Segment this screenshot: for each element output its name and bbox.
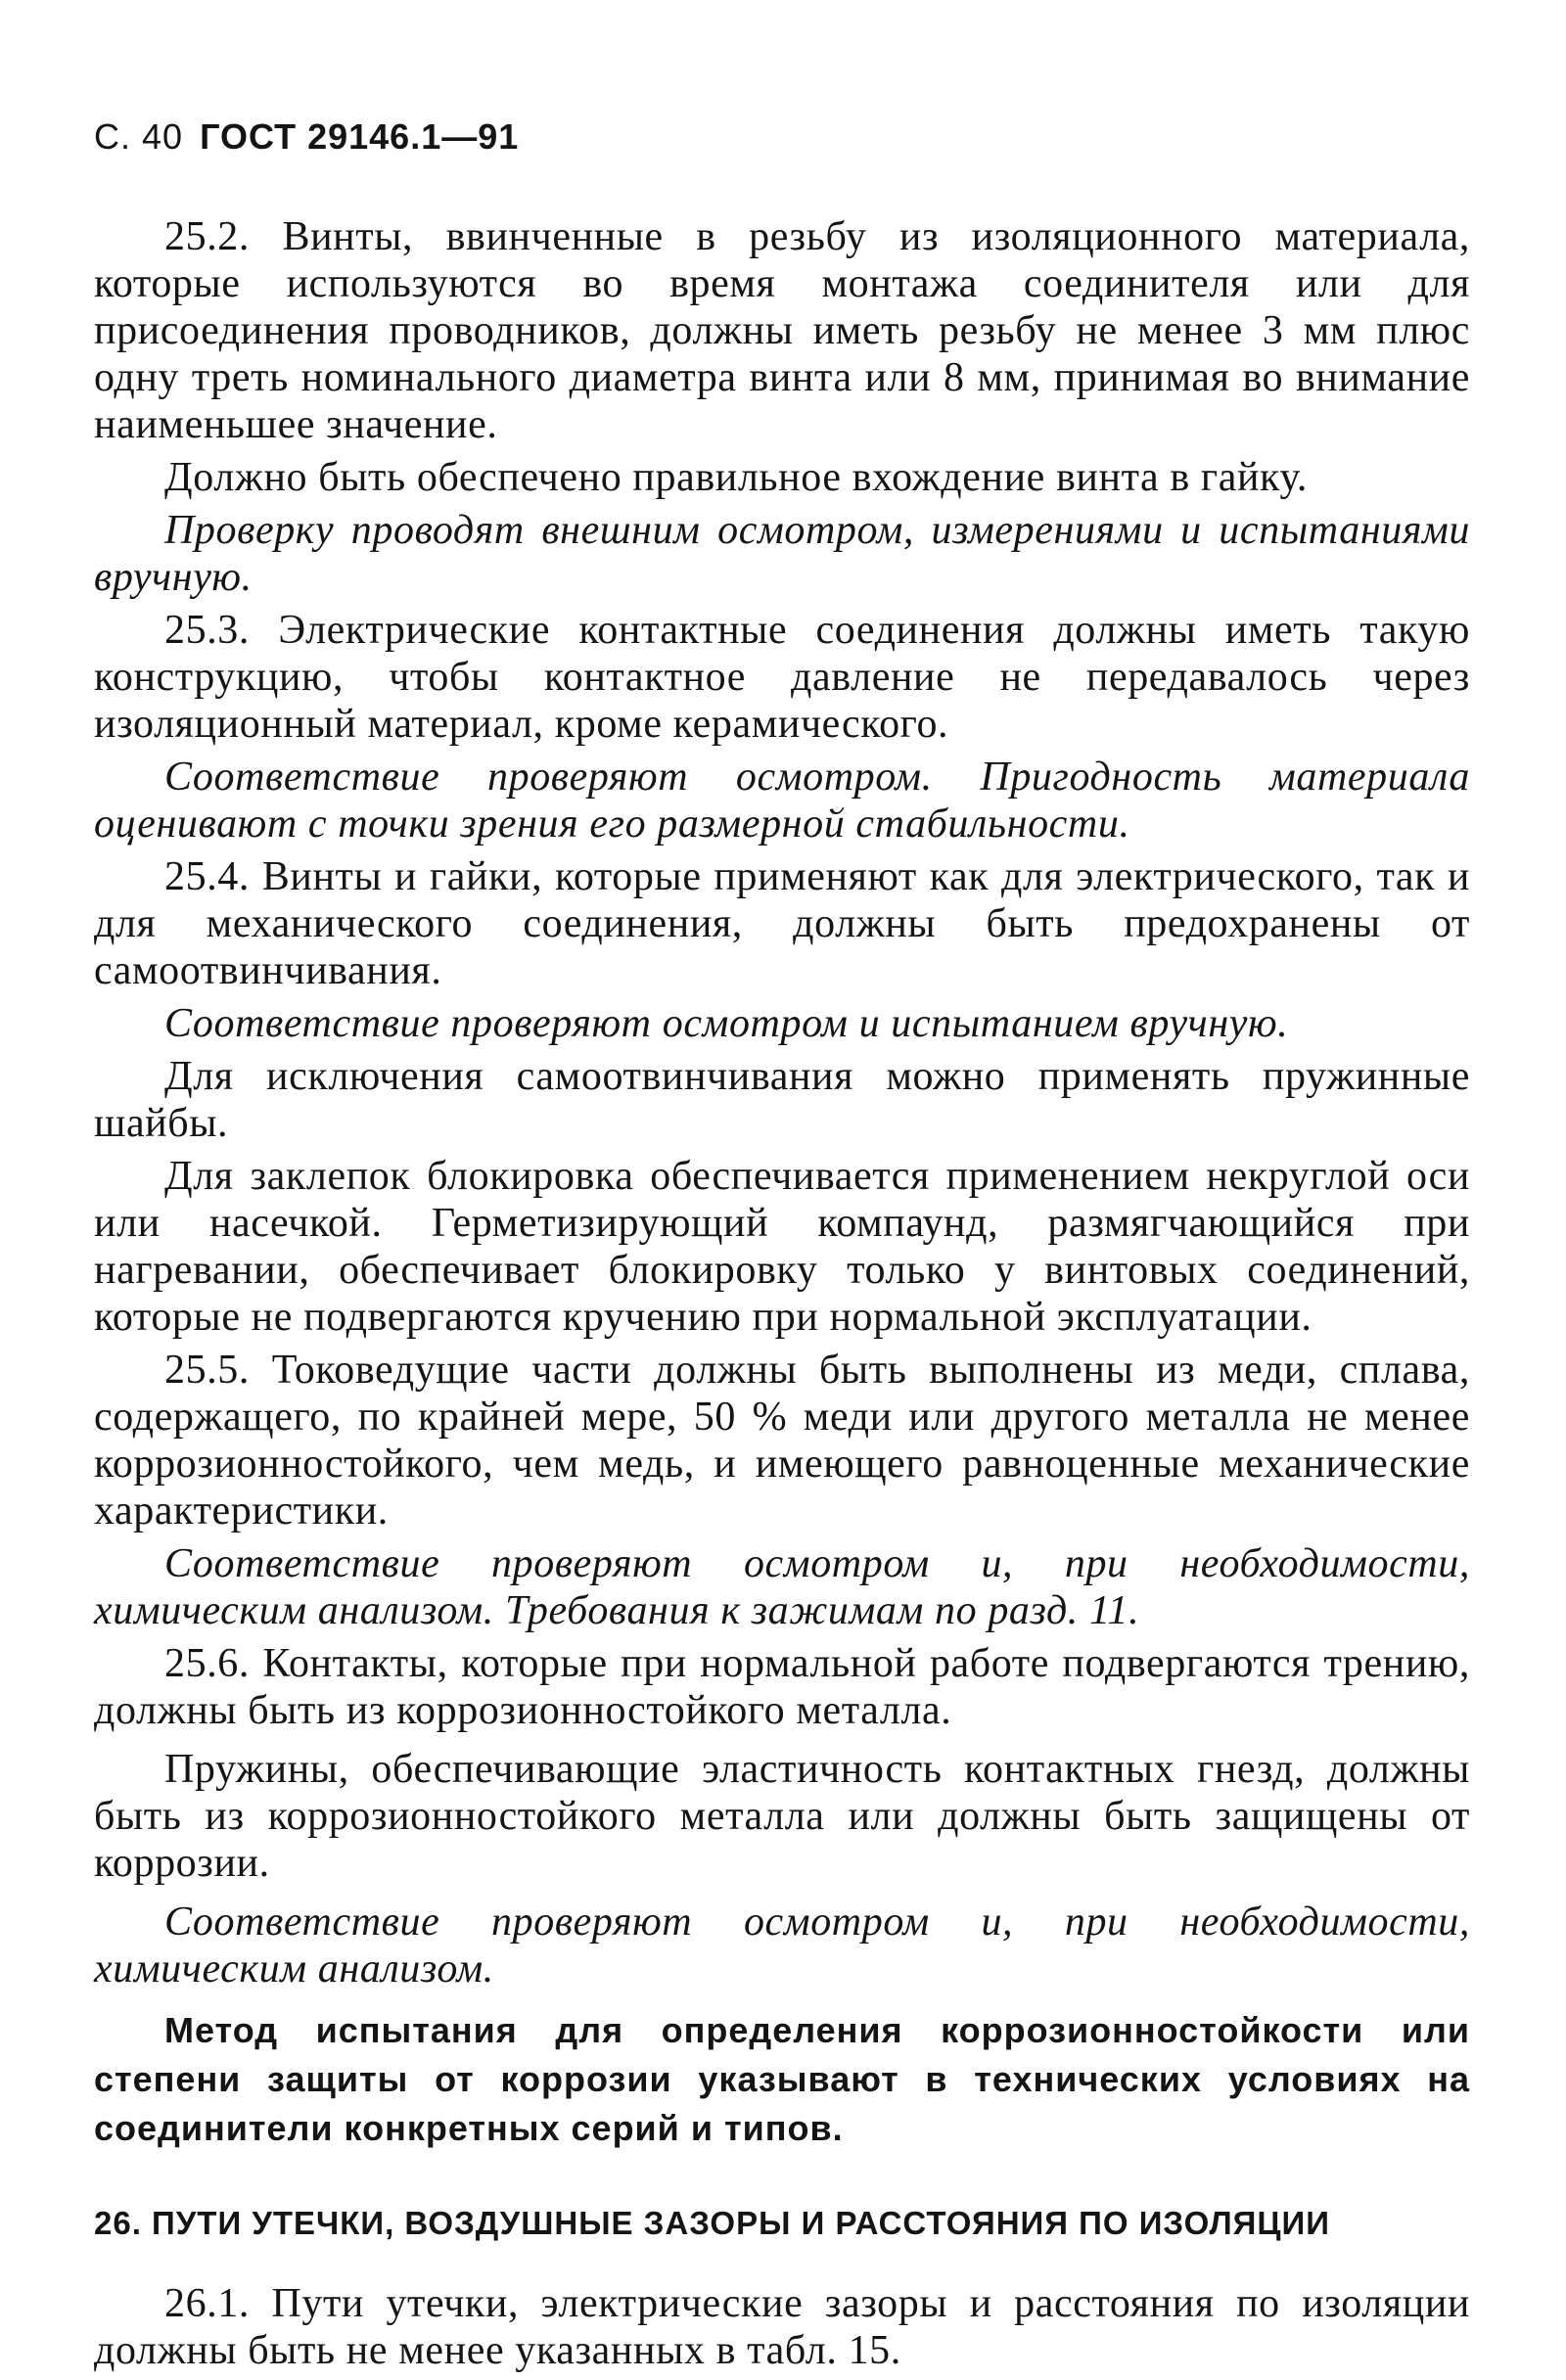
- section-heading-26: 26. ПУТИ УТЕЧКИ, ВОЗДУШНЫЕ ЗАЗОРЫ И РАССТОЯНИЯ ПО ИЗОЛЯЦИИ: [94, 2205, 1330, 2241]
- verification-note: Соответствие проверяют осмотром и, при необходимости, химическим анализом. Требования к зажимам по разд. 11.: [94, 1541, 1470, 1633]
- clause-25-4: 25.4. Винты и гайки, которые применяют как для электрического, так и для механического соединения, должны быть предохранены от самоотвинчивания.: [94, 854, 1470, 993]
- page-header: [94, 117, 1470, 157]
- verification-note: Соответствие проверяют осмотром. Пригодность материала оценивают с точки зрения его размерной стабильности.: [94, 755, 1470, 847]
- page-number: С. 40: [94, 116, 184, 157]
- clause-26-1: 26.1. Пути утечки, электрические зазоры и расстояния по изоляции должны быть не менее указанных в табл. 15.: [94, 2281, 1470, 2373]
- verification-note: Соответствие проверяют осмотром и, при необходимости, химическим анализом.: [94, 1899, 1470, 1991]
- verification-note: Проверку проводят внешним осмотром, измерениями и испытаниями вручную.: [94, 508, 1470, 600]
- document-page: [94, 117, 1470, 2380]
- verification-note: Соответствие проверяют осмотром и испытанием вручную.: [164, 1001, 1289, 1046]
- standard-designation: ГОСТ 29146.1—91: [200, 116, 520, 157]
- clause-25-5: 25.5. Токоведущие части должны быть выполнены из меди, сплава, содержащего, по крайней мере, 50 % меди или другого металла не менее коррозионностойкого, чем медь, и имеющего равноценные механические характеристики.: [94, 1348, 1470, 1533]
- test-method-note: Метод испытания для определения коррозионностойкости или степени защиты от коррозии указывают в технических условиях на соединители конкретных серий и типов.: [94, 2010, 1470, 2148]
- paragraph-springs: Пружины, обеспечивающие эластичность контактных гнезд, должны быть из коррозионностойкого металла или должны быть защищены от коррозии.: [94, 1747, 1470, 1886]
- clause-25-6: 25.6. Контакты, которые при нормальной работе подвергаются трению, должны быть из коррозионностойкого металла.: [94, 1641, 1470, 1733]
- paragraph-rivets: Для заклепок блокировка обеспечивается применением некруглой оси или насечкой. Герметизирующий компаунд, размягчающийся при нагревании, обеспечивает блокировку только у винтовых соединений, которые не подвергаются кручению при нормальной эксплуатации.: [94, 1154, 1470, 1340]
- clause-25-3: 25.3. Электрические контактные соединения должны иметь такую конструкцию, чтобы контактное давление не передавалось через изоляционный материал, кроме керамического.: [94, 608, 1470, 747]
- clause-25-2: 25.2. Винты, ввинченные в резьбу из изоляционного материала, которые используются во время монтажа соединителя или для присоединения проводников, должны иметь резьбу не менее 3 мм плюс одну треть номинального диаметра винта или 8 мм, принимая во внимание наименьшее значение.: [94, 214, 1470, 447]
- paragraph-screw-entry: Должно быть обеспечено правильное вхождение винта в гайку.: [164, 455, 1308, 500]
- paragraph-spring-washers: Для исключения самоотвинчивания можно применять пружинные шайбы.: [94, 1054, 1470, 1146]
